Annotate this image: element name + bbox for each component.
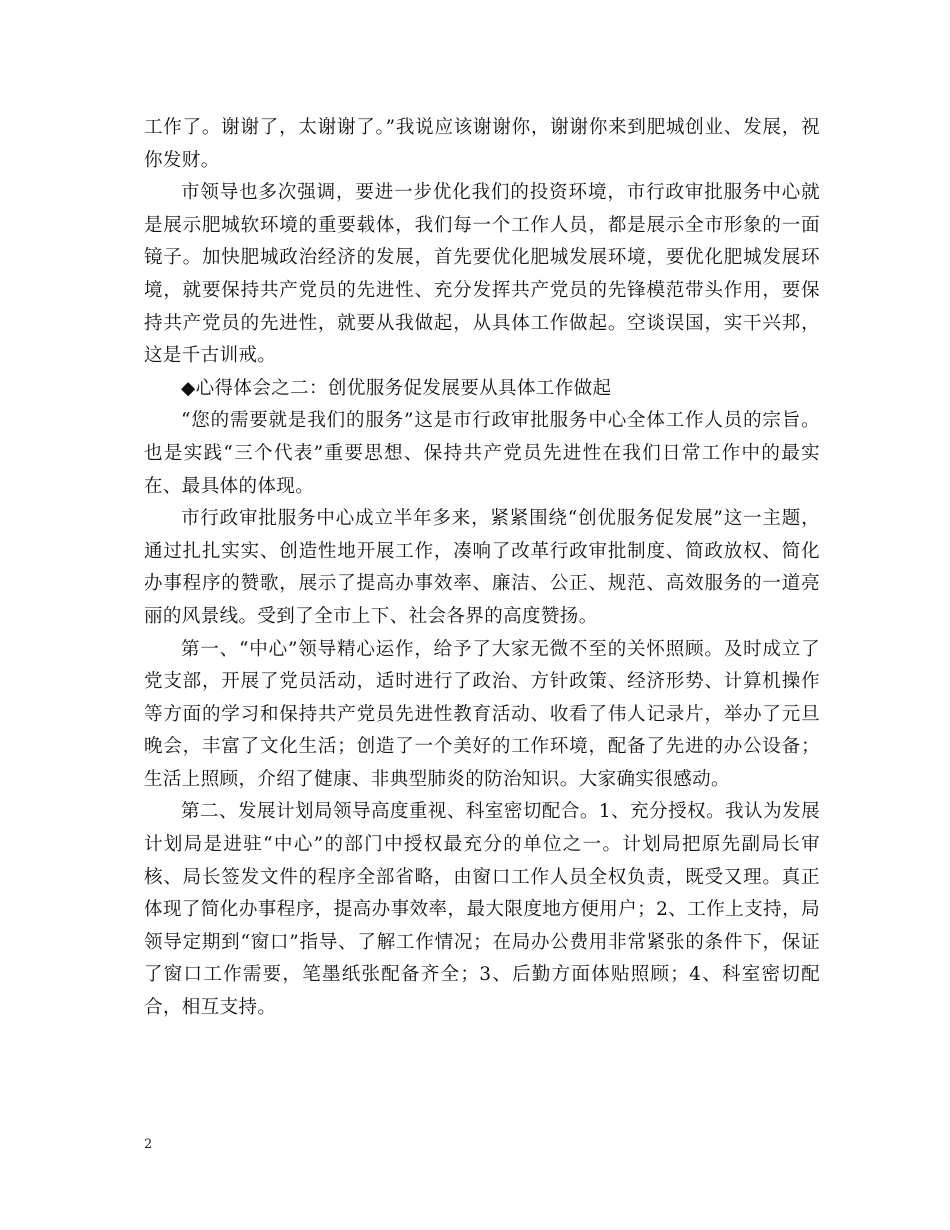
paragraph-point-two: 第二、发展计划局领导高度重视、科室密切配合。1、充分授权。我认为发展计划局是进驻“中心”的部门中授权最充分的单位之一。计划局把原先副局长审核、局长签发文件的程序全部省略，由窗口工作人员全权负责，既受又理。真正体现了简化办事程序，提高办事效率，最大限度地方便用户；2、工作上支持，局领导定期到“窗口”指导、了解工作情况；在局办公费用非常紧张的条件下，保证了窗口工作需要，笔墨纸张配备齐全；3、后勤方面体贴照顾；4、科室密切配合，相互支持。 <box>144 801 820 1019</box>
page-number: 2 <box>144 1137 153 1152</box>
paragraph-investment-environment: 市领导也多次强调，要进一步优化我们的投资环境，市行政审批服务中心就是展示肥城软环境的重要载体，我们每一个工作人员，都是展示全市形象的一面镜子。加快肥城政治经济的发展，首先要优化肥城发展环境，要优化肥城发展环境，就要保持共产党员的先进性、充分发挥共产党员的先锋模范带头作用，要保持共产党员的先进性，就要从我做起，从具体工作做起。空谈误国，实干兴邦，这是千古训戒。 <box>144 182 820 367</box>
paragraph-point-one: 第一、“中心”领导精心运作，给予了大家无微不至的关怀照顾。及时成立了党支部，开展了党员活动，适时进行了政治、方针政策、经济形势、计算机操作等方面的学习和保持共产党员先进性教育活动、收看了伟人记录片，举办了元旦晚会，丰富了文化生活；创造了一个美好的工作环境，配备了先进的办公设备；生活上照顾，介绍了健康、非典型肺炎的防治知识。大家确实很感动。 <box>144 638 820 790</box>
paragraph-half-year-review: 市行政审批服务中心成立半年多来，紧紧围绕“创优服务促发展”这一主题，通过扎扎实实、创造性地开展工作，凑响了改革行政审批制度、简政放权、简化办事程序的赞歌，展示了提高办事效率、廉洁、公正、规范、高效服务的一道亮丽的风景线。受到了全市上下、社会各界的高度赞扬。 <box>144 508 820 627</box>
paragraph-continuation: 工作了。谢谢了，太谢谢了。”我说应该谢谢你，谢谢你来到肥城创业、发展，祝你发财。 <box>144 117 820 171</box>
section-heading: ◆心得体会之二：创优服务促发展要从具体工作做起 <box>181 377 612 399</box>
paragraph-service-motto: “您的需要就是我们的服务”这是市行政审批服务中心全体工作人员的宗旨。也是实践“三个代表”重要思想、保持共产党员先进性在我们日常工作中的最实在、最具体的体现。 <box>144 410 820 497</box>
document-body <box>144 112 820 1025</box>
